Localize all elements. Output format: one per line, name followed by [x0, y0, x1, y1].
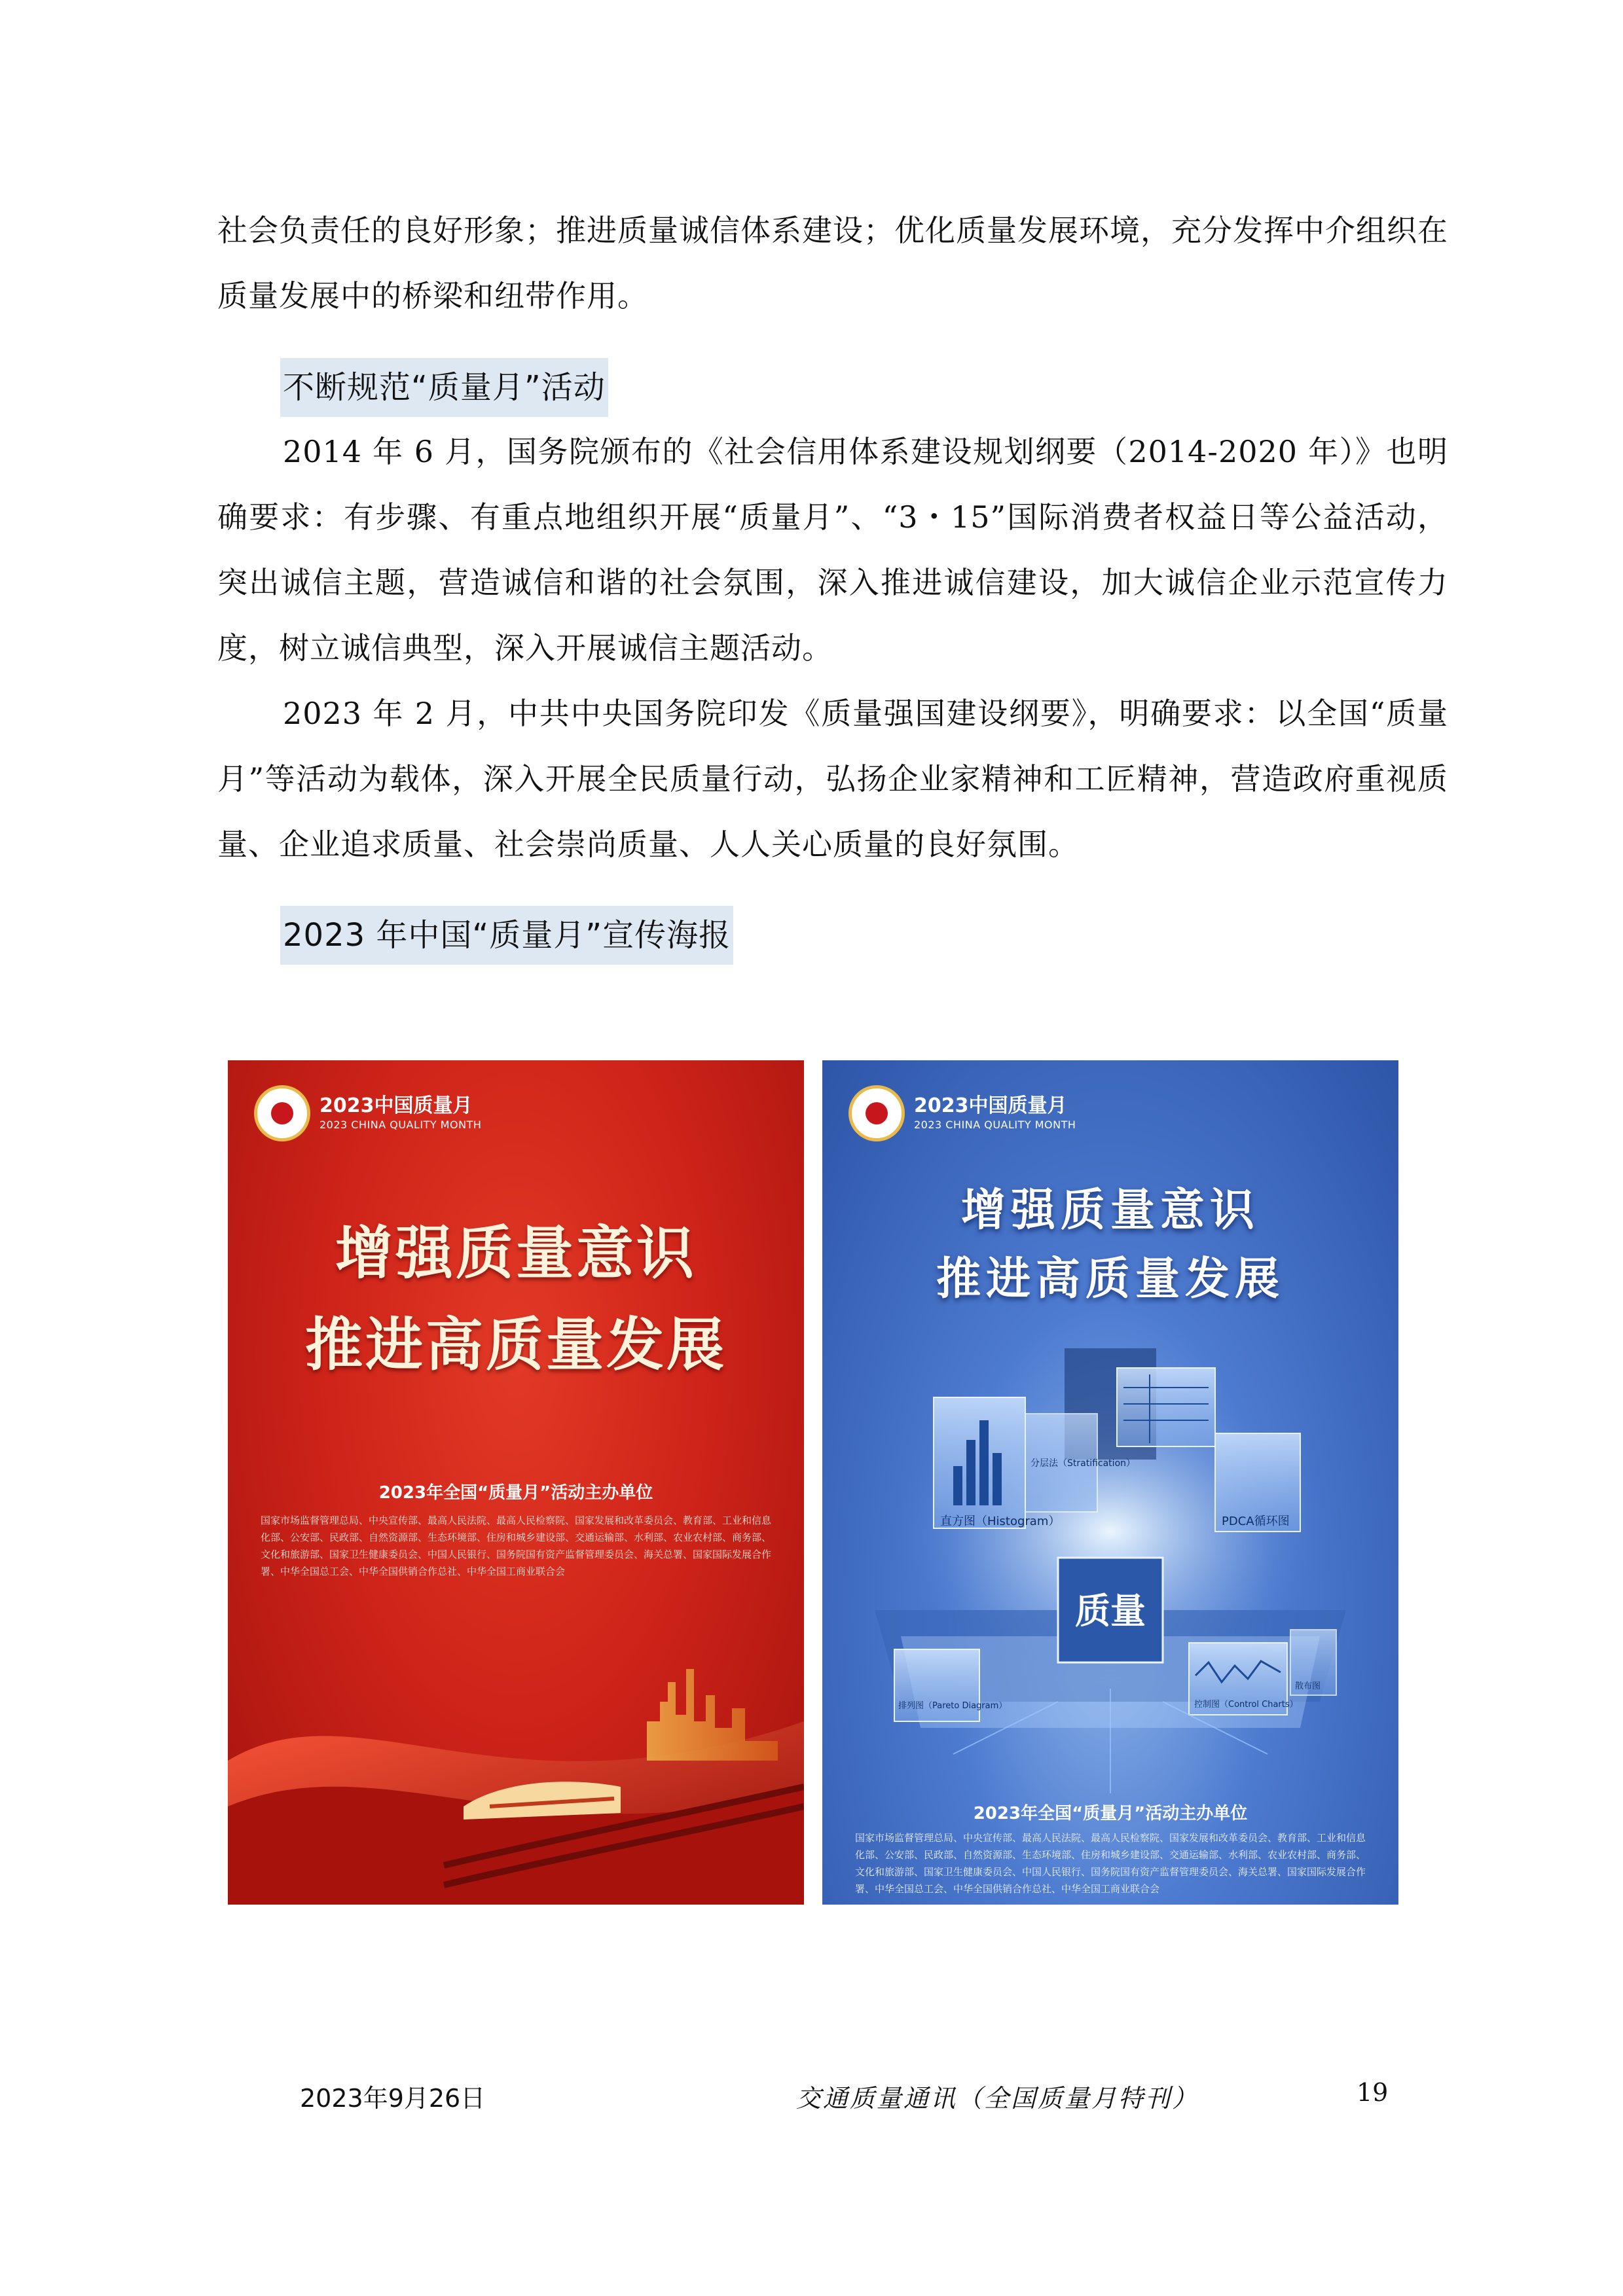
organizer-list: 国家市场监督管理总局、中央宣传部、最高人民法院、最高人民检察院、国家发展和改革委员会、教育部、工业和信息化部、公安部、民政部、自然资源部、生态环境部、住房和城乡建设部、交通运输部、水利部、农业农村部、商务部、文化和旅游部、国家卫生健康委员会、中国人民银行、国务院国有资产监督管理委员会、海关总署、国家国际发展合作署、中华全国总工会、中华全国供销合作总社、中华全国工商业联合会	[855, 1832, 1366, 1895]
body-paragraph: 2014 年 6 月，国务院颁布的《社会信用体系建设规划纲要（2014-2020 年）》也明确要求：有步骤、有重点地组织开展“质量月”、“3・15”国际消费者权益日等公益活动，突出诚信主题，营造诚信和谐的社会氛围，深入推进诚信建设，加大诚信企业示范宣传力度，树立诚信典型，深入开展诚信主题活动。	[217, 434, 1448, 666]
section-heading: 2023 年中国“质量月”宣传海报	[280, 906, 733, 965]
footer-date: 2023年9月26日	[300, 2084, 486, 2113]
logo-title: 2023中国质量月	[914, 1094, 1067, 1117]
poster-red	[228, 1060, 804, 1905]
organizer-title: 2023年全国“质量月”活动主办单位	[973, 1804, 1248, 1823]
body-paragraph: 2023 年 2 月，中共中央国务院印发《质量强国建设纲要》，明确要求：以全国“质量月”等活动为载体，深入开展全民质量行动，弘扬企业家精神和工匠精神，营造政府重视质量、企业追求质量、社会崇尚质量、人人关心质量的良好氛围。	[217, 696, 1448, 862]
poster-slogan-line1: 增强质量意识	[960, 1185, 1260, 1236]
poster-logo	[254, 1085, 481, 1141]
control-charts-label: 控制图（Control Charts）	[1194, 1700, 1298, 1710]
page-number: 19	[1357, 2078, 1389, 2107]
quality-tools-illustration	[822, 1335, 1398, 1793]
center-glyph: 质量	[1075, 1590, 1146, 1632]
logo-subtitle: 2023 CHINA QUALITY MONTH	[319, 1119, 482, 1131]
poster-slogan-line2: 推进高质量发展	[936, 1253, 1285, 1305]
pdca-label: PDCA循环图	[1222, 1515, 1290, 1528]
poster-wave-illustration	[228, 1590, 804, 1905]
histogram-label: 直方图（Histogram）	[940, 1515, 1061, 1528]
organizer-list: 国家市场监督管理总局、中央宣传部、最高人民法院、最高人民检察院、国家发展和改革委员会、教育部、工业和信息化部、公安部、民政部、自然资源部、生态环境部、住房和城乡建设部、交通运输部、水利部、农业农村部、商务部、文化和旅游部、国家卫生健康委员会、中国人民银行、国务院国有资产监督管理委员会、海关总署、国家国际发展合作署、中华全国总工会、中华全国供销合作总社、中华全国工商业联合会	[261, 1515, 772, 1577]
quality-month-logo-icon	[848, 1085, 905, 1141]
organizer-title: 2023年全国“质量月”活动主办单位	[378, 1483, 653, 1503]
footer-publication: 交通质量通讯（全国质量月特刊）	[796, 2084, 1199, 2113]
quality-month-logo-icon	[254, 1085, 310, 1141]
pareto-label: 排列图（Pareto Diagram）	[898, 1701, 1008, 1711]
body-paragraph: 社会负责任的良好形象；推进质量诚信体系建设；优化质量发展环境，充分发挥中介组织在质量发展中的桥梁和纽带作用。	[217, 213, 1448, 314]
poster-logo	[848, 1085, 1076, 1141]
scatter-label: 散布图	[1295, 1681, 1321, 1691]
stratification-label: 分层法（Stratification）	[1030, 1458, 1136, 1469]
logo-title: 2023中国质量月	[319, 1094, 473, 1117]
poster-slogan-line2: 推进高质量发展	[304, 1311, 727, 1378]
city-skyline-icon	[647, 1669, 778, 1761]
poster-slogan-line1: 增强质量意识	[335, 1219, 697, 1287]
poster-blue	[822, 1060, 1398, 1905]
section-heading: 不断规范“质量月”活动	[280, 358, 608, 417]
logo-subtitle: 2023 CHINA QUALITY MONTH	[914, 1119, 1076, 1131]
